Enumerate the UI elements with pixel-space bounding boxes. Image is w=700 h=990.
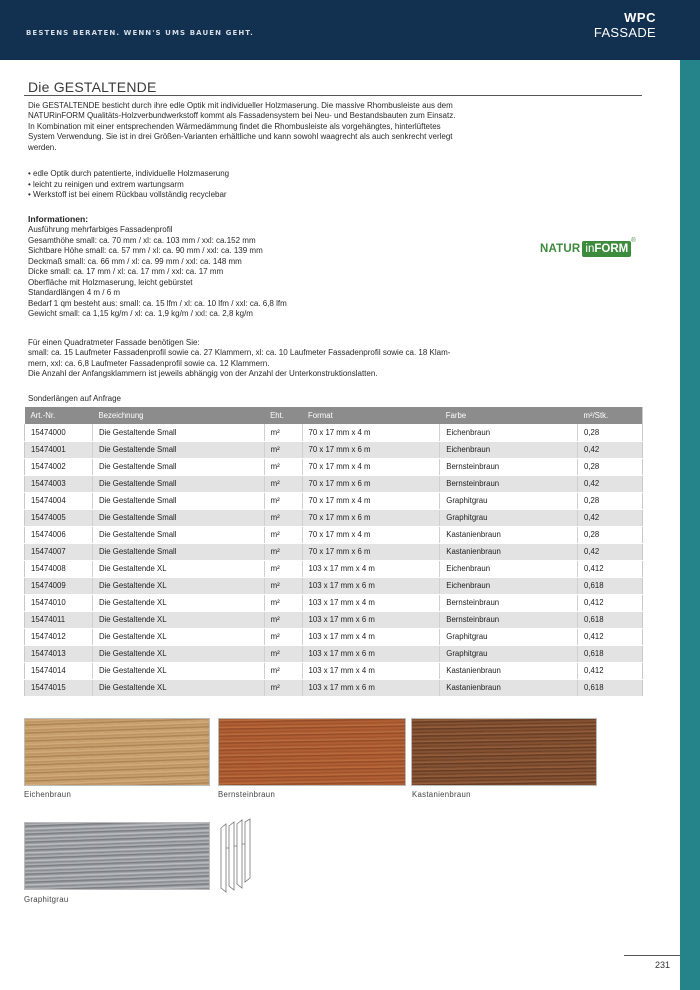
info-line: Gesamthöhe small: ca. 70 mm / xl: ca. 103 mm / xxl: ca.152 mm xyxy=(28,235,256,245)
cell-article: 15474004 xyxy=(25,492,93,509)
cell-article: 15474014 xyxy=(25,662,93,679)
requirement-line: Die Anzahl der Anfangsklammern ist jeweils abhängig von der Anzahl der Unterkonstruktionslatten. xyxy=(28,369,378,379)
cell-article: 15474008 xyxy=(25,560,93,577)
cell-article: 15474003 xyxy=(25,475,93,492)
cell-name: Die Gestaltende Small xyxy=(92,458,264,475)
cell-color: Bernsteinbraun xyxy=(440,594,578,611)
col-header-color: Farbe xyxy=(440,407,578,424)
feature-list xyxy=(28,169,229,201)
cell-area: 0,618 xyxy=(578,577,643,594)
swatch-label-bernsteinbraun: Bernsteinbraun xyxy=(218,790,276,799)
cell-color: Bernsteinbraun xyxy=(440,458,578,475)
cell-format: 70 x 17 mm x 6 m xyxy=(302,475,440,492)
footer-divider xyxy=(624,955,680,956)
cell-color: Graphitgrau xyxy=(440,492,578,509)
cell-name: Die Gestaltende XL xyxy=(92,611,264,628)
swatch-eichenbraun xyxy=(24,718,210,786)
info-line: Ausführung mehrfarbiges Fassadenprofil xyxy=(28,225,173,234)
page-title: Die GESTALTENDE xyxy=(28,79,157,95)
cell-name: Die Gestaltende XL xyxy=(92,594,264,611)
table-row xyxy=(25,594,643,611)
cell-format: 70 x 17 mm x 6 m xyxy=(302,543,440,560)
cell-unit: m² xyxy=(264,560,302,577)
page-number: 231 xyxy=(655,960,671,970)
table-row xyxy=(25,628,643,645)
requirement-line: small: ca. 15 Laufmeter Fassadenprofil sowie ca. 27 Klammern, xl: ca. 10 Laufmeter Fassadenprofil sowie ca. 18 Klam- xyxy=(28,348,451,358)
cell-area: 0,28 xyxy=(578,526,643,543)
side-color-strip xyxy=(680,60,700,990)
table-row xyxy=(25,475,643,492)
cell-name: Die Gestaltende XL xyxy=(92,560,264,577)
col-header-format: Format xyxy=(302,407,440,424)
title-divider xyxy=(24,95,642,96)
col-header-unit: Eht. xyxy=(264,407,302,424)
cell-area: 0,618 xyxy=(578,645,643,662)
requirement-line: Für einen Quadratmeter Fassade benötigen Sie: xyxy=(28,338,200,347)
table-body xyxy=(25,424,643,696)
cell-format: 70 x 17 mm x 6 m xyxy=(302,441,440,458)
profile-cross-section-drawing xyxy=(217,818,255,894)
cell-unit: m² xyxy=(264,458,302,475)
col-header-article: Art.-Nr. xyxy=(25,407,93,424)
product-table xyxy=(24,407,643,697)
cell-unit: m² xyxy=(264,628,302,645)
cell-color: Graphitgrau xyxy=(440,628,578,645)
cell-name: Die Gestaltende Small xyxy=(92,441,264,458)
cell-unit: m² xyxy=(264,492,302,509)
naturinform-logo xyxy=(540,238,636,260)
cell-color: Eichenbraun xyxy=(440,560,578,577)
cell-name: Die Gestaltende XL xyxy=(92,662,264,679)
table-row xyxy=(25,560,643,577)
cell-unit: m² xyxy=(264,543,302,560)
cell-area: 0,618 xyxy=(578,679,643,696)
cell-article: 15474002 xyxy=(25,458,93,475)
cell-area: 0,412 xyxy=(578,560,643,577)
table-row xyxy=(25,645,643,662)
registered-mark: ® xyxy=(631,238,636,244)
table-header-row xyxy=(25,407,643,424)
cell-article: 15474000 xyxy=(25,424,93,441)
cell-color: Eichenbraun xyxy=(440,441,578,458)
logo-part-in: in xyxy=(585,243,595,255)
cell-area: 0,42 xyxy=(578,509,643,526)
cell-name: Die Gestaltende Small xyxy=(92,543,264,560)
cell-format: 103 x 17 mm x 4 m xyxy=(302,594,440,611)
cell-color: Kastanienbraun xyxy=(440,543,578,560)
requirement-line: mern, xxl: ca. 6,8 Laufmeter Fassadenprofil sowie ca. 12 Klammern. xyxy=(28,358,270,368)
cell-article: 15474011 xyxy=(25,611,93,628)
cell-format: 70 x 17 mm x 6 m xyxy=(302,509,440,526)
cell-article: 15474005 xyxy=(25,509,93,526)
cell-area: 0,42 xyxy=(578,441,643,458)
table-row xyxy=(25,458,643,475)
cell-area: 0,28 xyxy=(578,492,643,509)
swatch-label-graphitgrau: Graphitgrau xyxy=(24,895,69,904)
cell-format: 70 x 17 mm x 4 m xyxy=(302,458,440,475)
cell-article: 15474006 xyxy=(25,526,93,543)
cell-format: 70 x 17 mm x 4 m xyxy=(302,424,440,441)
cell-unit: m² xyxy=(264,577,302,594)
cell-name: Die Gestaltende Small xyxy=(92,475,264,492)
cell-format: 70 x 17 mm x 4 m xyxy=(302,492,440,509)
table-row xyxy=(25,492,643,509)
table-row xyxy=(25,662,643,679)
cell-area: 0,42 xyxy=(578,475,643,492)
category-label: WPC xyxy=(624,10,656,25)
info-line: Bedarf 1 qm besteht aus: small: ca. 15 lfm / xl: ca. 10 lfm / xxl: ca. 6,8 lfm xyxy=(28,298,287,308)
cell-format: 103 x 17 mm x 4 m xyxy=(302,560,440,577)
table-row xyxy=(25,526,643,543)
cell-area: 0,28 xyxy=(578,424,643,441)
swatch-label-eichenbraun: Eichenbraun xyxy=(24,790,72,799)
info-list xyxy=(28,225,287,320)
cell-name: Die Gestaltende XL xyxy=(92,628,264,645)
cell-area: 0,412 xyxy=(578,594,643,611)
col-header-name: Bezeichnung xyxy=(92,407,264,424)
cell-unit: m² xyxy=(264,475,302,492)
info-heading: Informationen: xyxy=(28,214,89,224)
cell-article: 15474007 xyxy=(25,543,93,560)
table-row xyxy=(25,611,643,628)
cell-area: 0,42 xyxy=(578,543,643,560)
cell-color: Eichenbraun xyxy=(440,424,578,441)
cell-color: Kastanienbraun xyxy=(440,679,578,696)
info-line: Deckmaß small: ca. 66 mm / xl: ca. 99 mm / xxl: ca. 148 mm xyxy=(28,256,242,266)
intro-line: werden. xyxy=(28,142,57,152)
cell-format: 103 x 17 mm x 4 m xyxy=(302,628,440,645)
info-line: Oberfläche mit Holzmaserung, leicht gebürstet xyxy=(28,277,193,287)
cell-article: 15474010 xyxy=(25,594,93,611)
cell-article: 15474001 xyxy=(25,441,93,458)
info-line: Gewicht small: ca 1,15 kg/m / xl: ca. 1,9 kg/m / xxl: ca. 2,8 kg/m xyxy=(28,309,253,319)
logo-part-inform xyxy=(582,241,631,257)
cell-name: Die Gestaltende Small xyxy=(92,424,264,441)
cell-color: Graphitgrau xyxy=(440,509,578,526)
cell-article: 15474012 xyxy=(25,628,93,645)
cell-area: 0,412 xyxy=(578,628,643,645)
requirement-text xyxy=(28,338,533,380)
cell-unit: m² xyxy=(264,441,302,458)
cell-format: 103 x 17 mm x 4 m xyxy=(302,662,440,679)
cell-color: Graphitgrau xyxy=(440,645,578,662)
cell-color: Kastanienbraun xyxy=(440,662,578,679)
table-row xyxy=(25,424,643,441)
cell-area: 0,412 xyxy=(578,662,643,679)
table-row xyxy=(25,679,643,696)
cell-unit: m² xyxy=(264,662,302,679)
intro-line: In Kombination mit einer entsprechenden Wärmedämmung findet die Rhombusleiste als vorgehängtes, hinterlüftetes xyxy=(28,121,441,131)
cell-name: Die Gestaltende XL xyxy=(92,679,264,696)
info-line: Dicke small: ca. 17 mm / xl: ca. 17 mm / xxl: ca. 17 mm xyxy=(28,267,224,277)
info-line: Standardlängen 4 m / 6 m xyxy=(28,288,121,298)
special-lengths-note: Sonderlängen auf Anfrage xyxy=(28,394,121,403)
cell-format: 103 x 17 mm x 6 m xyxy=(302,645,440,662)
feature-item: • leicht zu reinigen und extrem wartungsarm xyxy=(28,179,184,189)
cell-unit: m² xyxy=(264,611,302,628)
slogan: BESTENS BERATEN. WENN'S UMS BAUEN GEHT. xyxy=(26,29,254,37)
table-row xyxy=(25,509,643,526)
table-row xyxy=(25,577,643,594)
swatch-graphitgrau xyxy=(24,822,210,890)
cell-name: Die Gestaltende XL xyxy=(92,645,264,662)
logo-part-natur: NATUR xyxy=(540,243,581,255)
cell-unit: m² xyxy=(264,526,302,543)
cell-unit: m² xyxy=(264,509,302,526)
swatch-bernsteinbraun xyxy=(218,718,406,786)
cell-unit: m² xyxy=(264,679,302,696)
cell-name: Die Gestaltende Small xyxy=(92,509,264,526)
table-row xyxy=(25,543,643,560)
cell-name: Die Gestaltende Small xyxy=(92,492,264,509)
subcategory-label: FASSADE xyxy=(593,25,656,40)
cell-color: Kastanienbraun xyxy=(440,526,578,543)
cell-unit: m² xyxy=(264,424,302,441)
feature-item: • Werkstoff ist bei einem Rückbau vollständig recyclebar xyxy=(28,190,227,200)
intro-line: Die GESTALTENDE besticht durch ihre edle Optik mit individueller Holzmaserung. Die massive Rhombusleiste aus dem xyxy=(28,101,453,110)
cell-color: Bernsteinbraun xyxy=(440,611,578,628)
logo-part-form: FORM xyxy=(594,243,629,255)
intro-line: NATURinFORM Qualitäts-Holzverbundwerkstoff kommt als Fassadensystem bei Neu- und Bestandsbauten zum Einsatz. xyxy=(28,111,456,121)
swatch-label-kastanienbraun: Kastanienbraun xyxy=(412,790,471,799)
cell-area: 0,28 xyxy=(578,458,643,475)
cell-format: 70 x 17 mm x 4 m xyxy=(302,526,440,543)
cell-unit: m² xyxy=(264,645,302,662)
cell-format: 103 x 17 mm x 6 m xyxy=(302,611,440,628)
feature-item: • edle Optik durch patentierte, individuelle Holzmaserung xyxy=(28,169,230,178)
swatch-kastanienbraun xyxy=(411,718,597,786)
cell-color: Eichenbraun xyxy=(440,577,578,594)
header-bar xyxy=(0,0,700,60)
cell-article: 15474009 xyxy=(25,577,93,594)
cell-article: 15474013 xyxy=(25,645,93,662)
cell-unit: m² xyxy=(264,594,302,611)
intro-line: System Verwendung. Sie ist in drei Größen-Varianten erhältliche und kann sowohl waagrecht als auch senkrecht verlegt xyxy=(28,132,453,142)
col-header-area: m²/Stk. xyxy=(578,407,643,424)
cell-name: Die Gestaltende Small xyxy=(92,526,264,543)
cell-format: 103 x 17 mm x 6 m xyxy=(302,577,440,594)
table-row xyxy=(25,441,643,458)
intro-text xyxy=(28,101,538,153)
cell-format: 103 x 17 mm x 6 m xyxy=(302,679,440,696)
cell-article: 15474015 xyxy=(25,679,93,696)
cell-color: Bernsteinbraun xyxy=(440,475,578,492)
cell-area: 0,618 xyxy=(578,611,643,628)
info-line: Sichtbare Höhe small: ca. 57 mm / xl: ca. 90 mm / xxl: ca. 139 mm xyxy=(28,246,263,256)
cell-name: Die Gestaltende XL xyxy=(92,577,264,594)
